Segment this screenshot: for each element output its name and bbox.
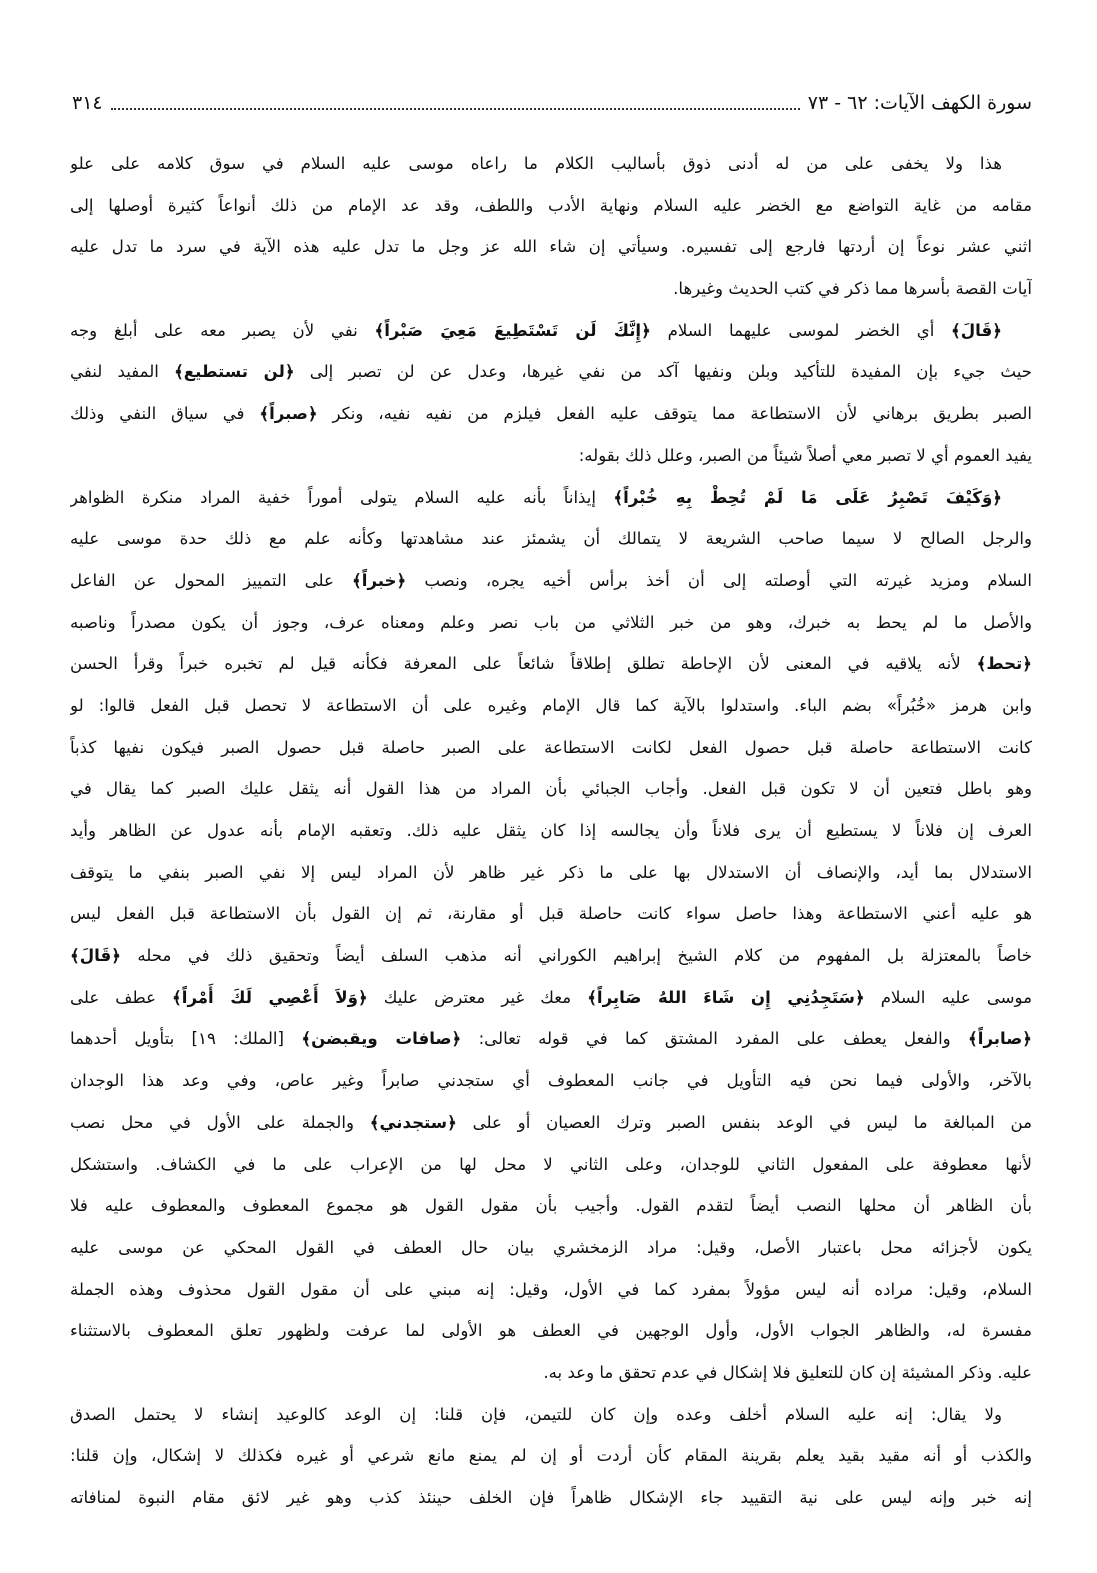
text-segment: يفيد العموم أي لا تصبر معي أصلاً شيئاً من الصبر، وعلل ذلك بقوله: — [578, 445, 1032, 465]
text-segment: بالآخر، والأولى فيما نحن فيه التأويل في جانب المعطوف أي ستجدني صابراً وغير عاص، وفي وعد هذا الوجدان — [70, 1071, 1032, 1091]
text-segment: والكذب أو أنه مقيد بقيد يعلم بقرينة المقام كأن أردت أو إن لم يمنع مانع شرعي أو غيره فكذلك لا إشكال، وإن قلنا: — [70, 1446, 1032, 1466]
running-title: سورة الكهف الآيات: ٦٢ - ٧٣ — [807, 92, 1032, 114]
text-segment: المفيد لنفي — [70, 362, 175, 382]
text-segment: لأنها معطوفة على المفعول الثاني للوجدان، وعلى الثاني لا محل لها من الإعراب على ما في الكشاف. واستشكل — [70, 1154, 1032, 1174]
text-segment: السلام، وقيل: مراده أنه ليس مؤولاً بمفرد كما في الأول، وقيل: إنه مبني على أن مقول القول محذوف وهذه الجملة — [70, 1279, 1032, 1299]
text-line — [70, 1144, 1032, 1186]
text-segment: نفي لأن يصبر معه على أبلغ وجه — [70, 320, 375, 340]
text-line — [70, 977, 1032, 1019]
text-segment: على التمييز المحول عن الفاعل — [70, 570, 353, 590]
text-segment: مقامه من غاية التواضع مع الخضر عليه السلام ونهاية الأدب واللطف، وقد عد الإمام من ذلك أنواعاً كثيرة أوصلها إلى — [70, 195, 1032, 215]
text-line — [70, 393, 1032, 435]
text-line — [70, 185, 1032, 227]
text-segment: عطف على — [70, 987, 173, 1007]
page-number: ٣١٤ — [72, 92, 103, 114]
text-line — [70, 643, 1032, 685]
text-segment: اثني عشر نوعاً إن أردتها فارجع إلى تفسيره. وسيأتي إن شاء الله عز وجل ما تدل عليه هذه الآية في سرد ما تدل عليه — [70, 237, 1032, 257]
text-segment: من المبالغة ما ليس في الوعد بنفس الصبر وترك العصيان أو على — [456, 1112, 1032, 1132]
text-segment: والرجل الصالح لا سيما صاحب الشريعة لا يتمالك أن يشمئز عند مشاهدتها وكأنه علم مع ذلك حدة موسى عليه — [70, 529, 1032, 549]
text-segment: والأصل ما لم يحط به خبرك، وهو من خبر الثلاثي من باب نصر وعلم ومعناه عرف، وجوز أن يكون مصدراً وناصبه — [70, 612, 1032, 632]
text-line — [70, 226, 1032, 268]
text-segment: خاصاً بالمعتزلة بل المفهوم من كلام الشيخ إبراهيم الكوراني أنه مذهب السلف أيضاً وتحقيق ذلك في محله — [120, 946, 1032, 966]
quran-quote: ﴿إِنَّكَ لَن تَسْتَطِيعَ مَعِيَ صَبْراً﴾ — [374, 320, 651, 340]
text-segment: العرف إن فلاناً لا يستطيع أن يرى فلاناً وأن يجالسه إذا كان يثقل عليه ذلك. وتعقبه الإمام بأنه عدول عن الظاهر وأيد — [70, 821, 1032, 840]
quran-quote: ﴿قَالَ﴾ — [951, 320, 1002, 340]
quran-quote: ﴿لن تستطيع﴾ — [174, 362, 295, 382]
text-segment: أي الخضر لموسى عليهما السلام — [650, 320, 952, 340]
text-line — [70, 1352, 1032, 1394]
text-line — [70, 310, 1032, 352]
leader-dots — [111, 96, 800, 110]
page-body-text — [70, 143, 1032, 1519]
text-segment: مفسرة له، والظاهر الجواب الأول، وأول الوجهين في العطف هو الأولى لما عرفت ولظهور تعلق المعطوف بالاستثناء — [70, 1321, 1032, 1341]
quran-quote: ﴿وَكَيْفَ تَصْبِرُ عَلَى مَا لَمْ تُحِطْ بِهِ خُبْراً﴾ — [613, 487, 1002, 507]
text-segment: كانت الاستطاعة حاصلة قبل حصول الفعل لكانت الاستطاعة على الصبر حاصلة قبل حصول الصبر فيكون نفيها كذباً — [70, 737, 1032, 757]
text-segment: ولا يقال: إنه عليه السلام أخلف وعده وإن كان للتيمن، فإن قلنا: إن الوعد كالوعيد إنشاء لا يحتمل الصدق — [70, 1404, 1002, 1424]
quran-quote: ﴿وَلاَ أَعْصِي لَكَ أَمْراً﴾ — [172, 987, 368, 1007]
text-segment: والفعل يعطف على المفرد المشتق كما في قوله تعالى: — [461, 1029, 969, 1049]
text-line — [70, 351, 1032, 393]
text-segment: موسى عليه السلام — [864, 987, 1032, 1007]
text-line — [70, 1018, 1032, 1060]
text-line — [70, 1477, 1032, 1519]
text-segment: الصبر بطريق برهاني لأن الاستطاعة مما يتوقف عليه الفعل فيلزم من نفيه نفيه، ونكر — [317, 404, 1032, 424]
text-segment: السلام ومزيد غيرته التي أوصلته إلى أن أخذ برأس أخيه يجره، ونصب — [406, 570, 1032, 590]
text-segment: بأن الظاهر أن محلها النصب أيضاً لتقدم القول. وأجيب بأن مقول القول هو مجموع المعطوف والمعطوف عليه فلا — [70, 1196, 1032, 1216]
quran-quote: ﴿صابراً﴾ — [968, 1029, 1032, 1049]
text-line — [70, 727, 1032, 769]
text-line — [70, 477, 1032, 519]
text-line — [70, 1102, 1032, 1144]
quran-quote: ﴿صبراً﴾ — [259, 404, 318, 424]
text-segment: هذا ولا يخفى على من له أدنى ذوق بأساليب الكلام ما راعاه موسى عليه السلام في سوق كلامه على علو — [70, 154, 1002, 173]
text-segment: هو عليه أعني الاستطاعة وهذا حاصل سواء كانت حاصلة قبل أو مقارنة، ثم إن القول بأن الاستطاعة قبل الفعل ليس — [70, 904, 1032, 924]
text-line — [70, 1060, 1032, 1102]
text-segment: حيث جيء بإن المفيدة للتأكيد وبلن ونفيها آكد من نفي غيرها، وعدل عن لن تصبر إلى — [294, 362, 1032, 382]
quran-quote: ﴿تحط﴾ — [976, 654, 1032, 674]
text-line — [70, 1394, 1032, 1436]
text-line — [70, 852, 1032, 894]
text-segment: في سياق النفي وذلك — [70, 404, 260, 424]
text-segment: الاستدلال بما أيد، والإنصاف أن الاستدلال بها على ما ذكر غير ظاهر لأن المراد ليس إلا نفي الصبر بنفي ما يتوقف — [70, 862, 1032, 882]
text-segment: يكون لأجزائه محل باعتبار الأصل، وقيل: مراد الزمخشري بيان حال العطف في القول المحكي عن موسى عليه — [70, 1237, 1032, 1257]
text-segment: إيذاناً بأنه عليه السلام يتولى أموراً خفية المراد منكرة الظواهر — [70, 487, 614, 507]
text-line — [70, 810, 1032, 852]
text-line — [70, 768, 1032, 810]
text-line — [70, 143, 1032, 185]
text-segment: وهو باطل فتعين أن لا تكون قبل الفعل. وأجاب الجبائي بأن المراد من هذا القول أنه يثقل عليك الصبر كما يقال في — [70, 779, 1032, 799]
quran-quote: ﴿سَتَجِدُنِي إِن شَاءَ اللهُ صَابِراً﴾ — [587, 987, 865, 1007]
text-line — [70, 518, 1032, 560]
text-segment: [الملك: ١٩] بتأويل أحدهما — [70, 1029, 302, 1049]
text-segment: لأنه يلاقيه في المعنى لأن الإحاطة تطلق إطلاقاً شائعاً على المعرفة فكأنه قيل لم تخبره خبراً وقرأ الحسن — [70, 654, 977, 674]
quran-quote: ﴿خبراً﴾ — [352, 570, 407, 590]
text-line — [70, 1227, 1032, 1269]
text-line — [70, 1435, 1032, 1477]
quran-quote: ﴿قَالَ﴾ — [70, 946, 121, 966]
text-line — [70, 1310, 1032, 1352]
text-line — [70, 685, 1032, 727]
text-line — [70, 935, 1032, 977]
text-segment: عليه. وذكر المشيئة إن كان للتعليق فلا إشكال في عدم تحقق ما وعد به. — [543, 1362, 1032, 1382]
text-segment: والجملة على الأول في محل نصب — [70, 1112, 370, 1132]
text-line — [70, 893, 1032, 935]
quran-quote: ﴿ستجدني﴾ — [369, 1112, 457, 1132]
text-line — [70, 560, 1032, 602]
text-segment: معك غير معترض عليك — [367, 987, 588, 1007]
running-header — [72, 88, 1032, 118]
text-line — [70, 1185, 1032, 1227]
quran-quote: ﴿صافات ويقبضن﴾ — [301, 1029, 462, 1049]
text-line — [70, 268, 1032, 310]
text-segment: إنه خبر وإنه ليس على نية التقييد جاء الإشكال ظاهراً فإن الخلف حينئذ كذب وهو غير لائق مقام النبوة لمنافاته — [70, 1488, 1032, 1507]
text-segment: وابن هرمز «خُبُراً» بضم الباء. واستدلوا بالآية كما قال الإمام وغيره على أن الاستطاعة لا تحصل قبل الفعل قالوا: لو — [70, 695, 1032, 715]
text-segment: آيات القصة بأسرها مما ذكر في كتب الحديث وغيرها. — [673, 279, 1032, 299]
text-line — [70, 435, 1032, 477]
text-line — [70, 602, 1032, 644]
text-line — [70, 1269, 1032, 1311]
